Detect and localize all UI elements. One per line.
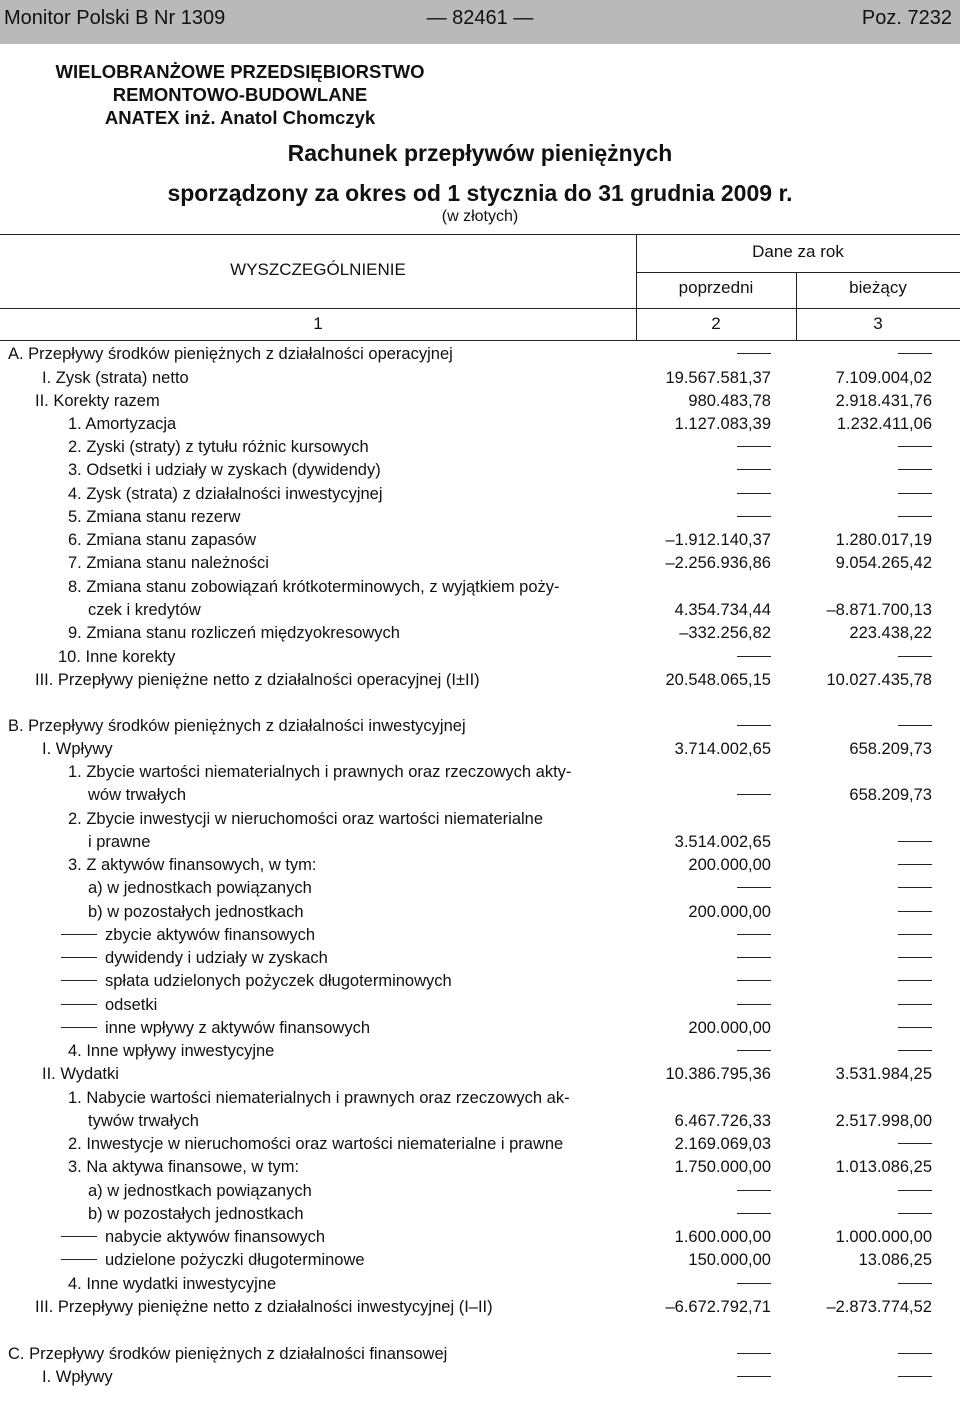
value-previous-year <box>737 461 771 480</box>
value-current-year <box>898 717 932 736</box>
row-label-text: i prawne <box>88 833 151 851</box>
value-previous-year: –1.912.140,37 <box>665 531 771 549</box>
row-label-text: C. Przepływy środków pieniężnych z działalności finansowej <box>8 1345 448 1363</box>
table-row <box>0 1089 960 1112</box>
row-label-text: II. Wydatki <box>42 1065 119 1083</box>
empty-value-dash <box>898 1353 932 1354</box>
value-current-year <box>898 1205 932 1224</box>
empty-value-dash <box>898 656 932 657</box>
empty-value-dash <box>737 446 771 447</box>
value-current-year <box>898 1042 932 1061</box>
empty-value-dash <box>737 1050 771 1051</box>
value-previous-year: 20.548.065,15 <box>665 671 771 689</box>
value-current-year <box>898 1345 932 1364</box>
row-label-text: 6. Zmiana stanu zapasów <box>68 531 257 549</box>
value-previous-year: 200.000,00 <box>688 1019 771 1037</box>
row-label <box>68 1089 570 1108</box>
row-label-text: udzielone pożyczki długoterminowe <box>105 1251 365 1269</box>
list-dash-marker <box>61 980 97 981</box>
empty-value-dash <box>898 911 932 912</box>
table-row <box>0 369 960 392</box>
row-label <box>61 1251 365 1270</box>
value-previous-year: 19.567.581,37 <box>665 369 771 387</box>
table-row <box>0 1042 960 1065</box>
row-label <box>68 1135 563 1154</box>
row-label-text: 7. Zmiana stanu należności <box>68 554 269 572</box>
row-label-text: 3. Odsetki i udziały w zyskach (dywidendy) <box>68 461 381 479</box>
row-label-text: b) w pozostałych jednostkach <box>88 903 304 921</box>
organization-line: REMONTOWO-BUDOWLANE <box>112 84 368 105</box>
row-label-text: I. Wpływy <box>42 740 113 758</box>
row-label <box>61 972 452 991</box>
row-label-text: I. Wpływy <box>42 1368 113 1386</box>
row-label <box>88 903 304 922</box>
value-previous-year <box>737 786 771 805</box>
value-previous-year: 1.600.000,00 <box>674 1228 771 1246</box>
value-current-year: 658.209,73 <box>849 740 932 758</box>
table-row <box>0 345 960 368</box>
empty-value-dash <box>737 980 771 981</box>
list-dash-marker <box>61 957 97 958</box>
row-label <box>68 763 571 782</box>
row-label-text: 4. Inne wpływy inwestycyjne <box>68 1042 275 1060</box>
value-current-year <box>898 485 932 504</box>
page-number: — 82461 — <box>426 7 534 29</box>
header-group-rule <box>636 272 960 273</box>
row-label <box>8 345 453 364</box>
table-row <box>0 624 960 647</box>
empty-value-dash <box>898 516 932 517</box>
column-number-2: 2 <box>711 314 721 333</box>
row-label <box>68 485 383 504</box>
column-label-header: WYSZCZEGÓLNIENIE <box>230 260 406 279</box>
document-title: Rachunek przepływów pieniężnych <box>287 140 673 166</box>
row-label <box>68 856 317 875</box>
empty-value-dash <box>898 1283 932 1284</box>
value-previous-year <box>737 1345 771 1364</box>
value-current-year: 1.232.411,06 <box>836 415 932 433</box>
row-label-text: 5. Zmiana stanu rezerw <box>68 508 241 526</box>
table-row <box>0 648 960 671</box>
empty-value-dash <box>737 1283 771 1284</box>
empty-value-dash <box>737 887 771 888</box>
empty-value-dash <box>737 516 771 517</box>
row-label-text: 2. Zyski (straty) z tytułu różnic kursowych <box>68 438 369 456</box>
currency-unit: (w złotych) <box>441 208 519 225</box>
row-label <box>42 1368 113 1387</box>
row-label <box>61 1228 325 1247</box>
row-label-text: b) w pozostałych jednostkach <box>88 1205 304 1223</box>
value-previous-year <box>737 996 771 1015</box>
value-current-year: 3.531.984,25 <box>835 1065 932 1083</box>
value-current-year <box>898 438 932 457</box>
row-label-text: czek i kredytów <box>88 601 201 619</box>
organization-line: ANATEX inż. Anatol Chomczyk <box>104 107 376 128</box>
empty-value-dash <box>898 493 932 494</box>
table-row <box>0 1135 960 1158</box>
organization-line: WIELOBRANŻOWE PRZEDSIĘBIORSTWO <box>55 61 425 82</box>
row-label <box>88 601 201 620</box>
row-label <box>88 879 312 898</box>
value-previous-year: 4.354.734,44 <box>674 601 771 619</box>
row-label-text: 1. Zbycie wartości niematerialnych i prawnych oraz rzeczowych akty- <box>68 763 572 781</box>
column-number-3: 3 <box>873 314 883 333</box>
table-row <box>0 833 960 856</box>
value-current-year: 1.013.086,25 <box>835 1158 932 1176</box>
list-dash-marker <box>61 1027 97 1028</box>
table-row <box>0 856 960 879</box>
row-label-text: spłata udzielonych pożyczek długoterminowych <box>105 972 452 990</box>
empty-value-dash <box>898 1190 932 1191</box>
row-label-text: dywidendy i udziały w zyskach <box>105 949 328 967</box>
row-label <box>42 1065 119 1084</box>
row-label-text: III. Przepływy pieniężne netto z działalności inwestycyjnej (I–II) <box>35 1298 493 1316</box>
row-label <box>68 461 381 480</box>
row-label-text: 2. Zbycie inwestycji w nieruchomości oraz wartości niematerialne <box>68 810 544 828</box>
value-previous-year: 1.127.083,39 <box>674 415 771 433</box>
row-label-text: 1. Amortyzacja <box>68 415 177 433</box>
value-previous-year: 3.514.002,65 <box>674 833 771 851</box>
row-label-text: 4. Zysk (strata) z działalności inwestycyjnej <box>68 485 383 503</box>
value-previous-year <box>737 648 771 667</box>
value-previous-year: 1.750.000,00 <box>674 1158 771 1176</box>
table-row <box>0 671 960 694</box>
empty-value-dash <box>737 957 771 958</box>
empty-value-dash <box>898 887 932 888</box>
value-current-year <box>898 1368 932 1387</box>
value-current-year <box>898 1019 932 1038</box>
row-label <box>68 624 400 643</box>
empty-value-dash <box>898 1143 932 1144</box>
value-current-year <box>898 508 932 527</box>
row-label-text: 4. Inne wydatki inwestycyjne <box>68 1275 277 1293</box>
row-label <box>61 1019 370 1038</box>
value-current-year <box>898 926 932 945</box>
empty-value-dash <box>737 493 771 494</box>
row-label <box>68 1042 274 1061</box>
table-row <box>0 601 960 624</box>
position-number: Poz. 7232 <box>861 7 952 29</box>
value-current-year <box>898 949 932 968</box>
table-row <box>0 1228 960 1251</box>
table-header <box>0 234 960 342</box>
value-previous-year: –2.256.936,86 <box>665 554 771 572</box>
value-previous-year <box>737 485 771 504</box>
row-label <box>8 1345 447 1364</box>
empty-value-dash <box>737 794 771 795</box>
value-current-year: 13.086,25 <box>858 1251 932 1269</box>
value-current-year: –8.871.700,13 <box>826 601 932 619</box>
header-top-rule <box>0 234 960 235</box>
row-label-text: 8. Zmiana stanu zobowiązań krótkoterminowych, z wyjątkiem poży- <box>68 578 560 596</box>
value-current-year: 2.918.431,76 <box>835 392 932 410</box>
value-current-year <box>898 903 932 922</box>
header-bottom-rule <box>0 340 960 341</box>
value-current-year: 1.280.017,19 <box>835 531 932 549</box>
value-current-year <box>898 648 932 667</box>
column-curr-header: bieżący <box>849 278 907 297</box>
table-row <box>0 926 960 949</box>
list-dash-marker <box>61 1236 97 1237</box>
value-current-year: 658.209,73 <box>849 786 932 804</box>
row-label <box>61 996 157 1015</box>
value-previous-year <box>737 1205 771 1224</box>
row-label <box>61 949 328 968</box>
row-label <box>42 740 113 759</box>
list-dash-marker <box>61 1004 97 1005</box>
value-current-year: 9.054.265,42 <box>835 554 932 572</box>
row-label-text: 3. Z aktywów finansowych, w tym: <box>68 856 317 874</box>
row-label <box>61 926 315 945</box>
row-label-text: odsetki <box>105 996 158 1014</box>
empty-value-dash <box>737 725 771 726</box>
row-label <box>88 786 186 805</box>
table-row <box>0 810 960 833</box>
empty-value-dash <box>737 353 771 354</box>
empty-value-dash <box>898 957 932 958</box>
empty-value-dash <box>898 446 932 447</box>
value-current-year <box>898 996 932 1015</box>
row-label-text: wów trwałych <box>88 786 187 804</box>
empty-value-dash <box>898 1027 932 1028</box>
value-previous-year <box>737 879 771 898</box>
empty-value-dash <box>737 1213 771 1214</box>
row-label <box>68 508 240 527</box>
value-previous-year <box>737 926 771 945</box>
row-label <box>68 1275 276 1294</box>
empty-value-dash <box>737 934 771 935</box>
value-previous-year <box>737 438 771 457</box>
table-row <box>0 1019 960 1042</box>
row-label <box>88 1112 199 1131</box>
row-label <box>42 369 189 388</box>
table-row <box>0 1205 960 1228</box>
row-label <box>88 1205 304 1224</box>
empty-value-dash <box>898 353 932 354</box>
empty-value-dash <box>898 980 932 981</box>
row-label-text: A. Przepływy środków pieniężnych z działalności operacyjnej <box>8 345 453 363</box>
row-label-text: 9. Zmiana stanu rozliczeń międzyokresowych <box>68 624 400 642</box>
table-row <box>0 1275 960 1298</box>
row-label <box>68 531 256 550</box>
value-previous-year <box>737 508 771 527</box>
row-label-text: III. Przepływy pieniężne netto z działalności operacyjnej (I±II) <box>35 671 480 689</box>
row-label <box>58 648 175 667</box>
value-current-year <box>898 833 932 852</box>
column-number-1: 1 <box>313 314 323 333</box>
value-previous-year: 6.467.726,33 <box>674 1112 771 1130</box>
table-row <box>0 578 960 601</box>
value-current-year: 223.438,22 <box>849 624 932 642</box>
column-group-header: Dane za rok <box>752 242 844 261</box>
header-mid-rule <box>0 308 960 309</box>
row-label <box>35 1298 493 1317</box>
empty-value-dash <box>898 1376 932 1377</box>
empty-value-dash <box>737 469 771 470</box>
list-dash-marker <box>61 934 97 935</box>
table-row <box>0 1345 960 1368</box>
value-previous-year <box>737 345 771 364</box>
value-previous-year: 3.714.002,65 <box>674 740 771 758</box>
row-label-text: 2. Inwestycje w nieruchomości oraz wartości niematerialne i prawne <box>68 1135 564 1153</box>
row-label <box>35 392 160 411</box>
row-label-text: nabycie aktywów finansowych <box>105 1228 326 1246</box>
value-current-year <box>898 1182 932 1201</box>
table-row <box>0 1158 960 1181</box>
value-previous-year <box>737 949 771 968</box>
value-previous-year: 200.000,00 <box>688 903 771 921</box>
value-current-year: 1.000.000,00 <box>835 1228 932 1246</box>
value-current-year: 7.109.004,02 <box>835 369 932 387</box>
empty-value-dash <box>898 864 932 865</box>
empty-value-dash <box>898 1004 932 1005</box>
value-previous-year <box>737 1275 771 1294</box>
table-row <box>0 949 960 972</box>
row-label <box>88 1182 312 1201</box>
table-row <box>0 717 960 740</box>
empty-value-dash <box>898 725 932 726</box>
table-row <box>0 786 960 809</box>
value-previous-year <box>737 1182 771 1201</box>
table-row <box>0 531 960 554</box>
value-current-year <box>898 1135 932 1154</box>
empty-value-dash <box>898 1050 932 1051</box>
empty-value-dash <box>898 469 932 470</box>
value-current-year: 2.517.998,00 <box>835 1112 932 1130</box>
row-label-text: a) w jednostkach powiązanych <box>88 879 312 897</box>
row-label-text: 10. Inne korekty <box>58 648 176 666</box>
row-label-text: I. Zysk (strata) netto <box>42 369 189 387</box>
empty-value-dash <box>737 1353 771 1354</box>
table-row <box>0 996 960 1019</box>
document-subtitle: sporządzony za okres od 1 stycznia do 31 grudnia 2009 r. <box>167 180 793 206</box>
value-current-year: 10.027.435,78 <box>826 671 932 689</box>
value-previous-year: –332.256,82 <box>679 624 771 642</box>
row-label <box>68 415 176 434</box>
table-row <box>0 392 960 415</box>
row-label-text: 3. Na aktywa finansowe, w tym: <box>68 1158 300 1176</box>
table-row <box>0 879 960 902</box>
value-previous-year <box>737 1368 771 1387</box>
value-previous-year: 980.483,78 <box>688 392 771 410</box>
row-label-text: a) w jednostkach powiązanych <box>88 1182 312 1200</box>
table-row <box>0 554 960 577</box>
value-previous-year: –6.672.792,71 <box>665 1298 771 1316</box>
row-label-text: II. Korekty razem <box>35 392 160 410</box>
empty-value-dash <box>898 841 932 842</box>
row-label <box>88 833 150 852</box>
table-row <box>0 1368 960 1391</box>
page-header-bar <box>0 0 960 44</box>
value-current-year: –2.873.774,52 <box>826 1298 932 1316</box>
table-row <box>0 1298 960 1321</box>
row-label-text: tywów trwałych <box>88 1112 199 1130</box>
column-prev-header: poprzedni <box>678 278 754 297</box>
empty-value-dash <box>898 934 932 935</box>
table-row <box>0 740 960 763</box>
row-label <box>68 1158 299 1177</box>
organization-name <box>40 60 440 129</box>
table-row <box>0 1182 960 1205</box>
table-row <box>0 903 960 926</box>
row-label <box>8 717 466 736</box>
table-row <box>0 763 960 786</box>
value-previous-year: 200.000,00 <box>688 856 771 874</box>
empty-value-dash <box>737 1376 771 1377</box>
table-row <box>0 1251 960 1274</box>
row-label <box>68 554 269 573</box>
value-previous-year: 10.386.795,36 <box>665 1065 771 1083</box>
table-row <box>0 1112 960 1135</box>
row-label-text: B. Przepływy środków pieniężnych z działalności inwestycyjnej <box>8 717 466 735</box>
row-label-text: zbycie aktywów finansowych <box>105 926 316 944</box>
row-label-text: inne wpływy z aktywów finansowych <box>105 1019 371 1037</box>
value-current-year <box>898 856 932 875</box>
value-previous-year <box>737 1042 771 1061</box>
publication-name: Monitor Polski B Nr 1309 <box>4 7 226 29</box>
table-row <box>0 461 960 484</box>
row-label-text: 1. Nabycie wartości niematerialnych i prawnych oraz rzeczowych ak- <box>68 1089 570 1107</box>
empty-value-dash <box>737 1190 771 1191</box>
list-dash-marker <box>61 1259 97 1260</box>
empty-value-dash <box>737 656 771 657</box>
value-current-year <box>898 461 932 480</box>
table-row <box>0 485 960 508</box>
value-current-year <box>898 345 932 364</box>
value-previous-year: 150.000,00 <box>688 1251 771 1269</box>
value-current-year <box>898 972 932 991</box>
row-label <box>68 578 560 597</box>
table-row <box>0 972 960 995</box>
table-row <box>0 1065 960 1088</box>
table-row <box>0 415 960 438</box>
value-current-year <box>898 879 932 898</box>
row-label <box>68 810 543 829</box>
row-label <box>68 438 369 457</box>
row-label <box>35 671 480 690</box>
empty-value-dash <box>737 1004 771 1005</box>
table-row <box>0 438 960 461</box>
value-previous-year <box>737 717 771 736</box>
value-previous-year: 2.169.069,03 <box>674 1135 771 1153</box>
empty-value-dash <box>898 1213 932 1214</box>
value-current-year <box>898 1275 932 1294</box>
value-previous-year <box>737 972 771 991</box>
table-row <box>0 508 960 531</box>
